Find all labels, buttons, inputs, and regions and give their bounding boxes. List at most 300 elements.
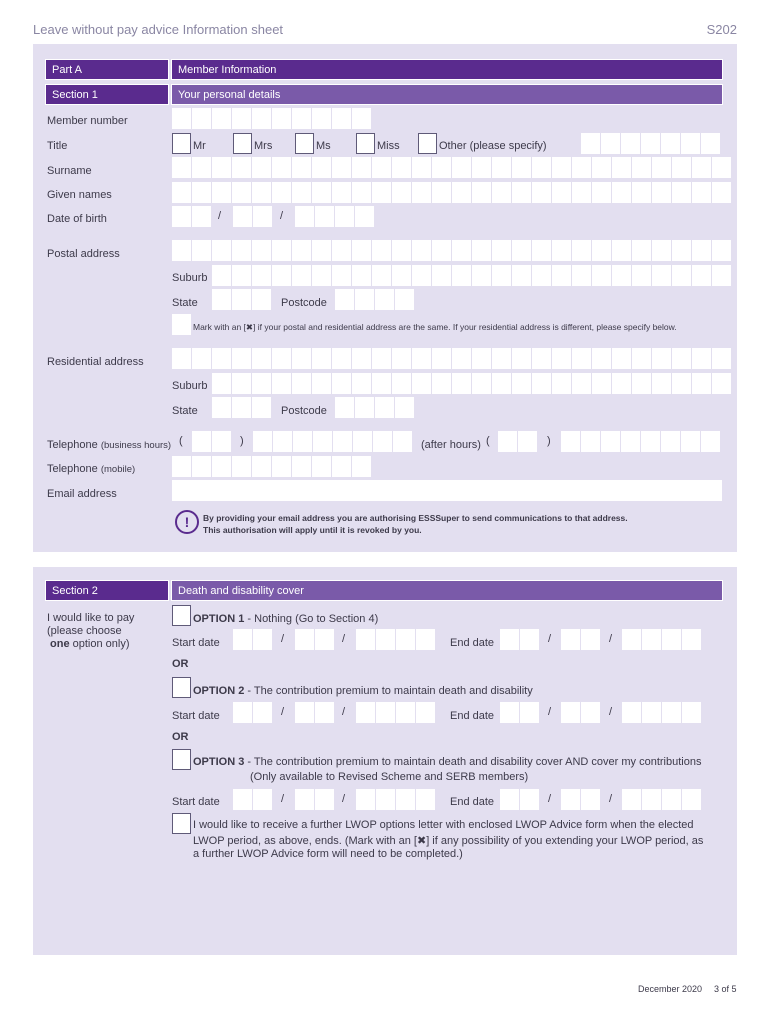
tel-business-area-field[interactable] (192, 431, 231, 452)
residential-address-field[interactable] (172, 348, 731, 369)
input-cell[interactable] (253, 702, 272, 723)
input-cell[interactable] (272, 157, 291, 178)
input-cell[interactable] (612, 157, 631, 178)
input-cell[interactable] (372, 348, 391, 369)
input-cell[interactable] (352, 240, 371, 261)
input-cell[interactable] (392, 157, 411, 178)
option1-end-year-field[interactable] (622, 629, 701, 650)
input-cell[interactable] (432, 348, 451, 369)
option2-end-day-field[interactable] (500, 702, 539, 723)
input-cell[interactable] (212, 265, 231, 286)
input-cell[interactable] (652, 373, 671, 394)
input-cell[interactable] (432, 240, 451, 261)
input-cell[interactable] (662, 789, 681, 810)
option2-start-year-field[interactable] (356, 702, 435, 723)
input-cell[interactable] (192, 182, 211, 203)
input-cell[interactable] (412, 182, 431, 203)
input-cell[interactable] (712, 348, 731, 369)
option2-end-month-field[interactable] (561, 702, 600, 723)
input-cell[interactable] (392, 240, 411, 261)
input-cell[interactable] (561, 789, 580, 810)
input-cell[interactable] (492, 348, 511, 369)
tel-after-number-field[interactable] (561, 431, 720, 452)
input-cell[interactable] (335, 289, 354, 310)
input-cell[interactable] (701, 133, 720, 154)
input-cell[interactable] (692, 157, 711, 178)
input-cell[interactable] (552, 182, 571, 203)
input-cell[interactable] (355, 289, 374, 310)
title-miss-checkbox[interactable] (356, 133, 375, 154)
input-cell[interactable] (552, 157, 571, 178)
input-cell[interactable] (452, 373, 471, 394)
input-cell[interactable] (292, 240, 311, 261)
input-cell[interactable] (672, 348, 691, 369)
input-cell[interactable] (372, 157, 391, 178)
input-cell[interactable] (712, 373, 731, 394)
input-cell[interactable] (472, 373, 491, 394)
input-cell[interactable] (295, 789, 314, 810)
dob-day-field[interactable] (172, 206, 211, 227)
input-cell[interactable] (416, 629, 435, 650)
input-cell[interactable] (212, 240, 231, 261)
input-cell[interactable] (352, 348, 371, 369)
input-cell[interactable] (601, 133, 620, 154)
input-cell[interactable] (492, 182, 511, 203)
input-cell[interactable] (592, 265, 611, 286)
residential-state-field[interactable] (212, 397, 271, 418)
input-cell[interactable] (372, 182, 391, 203)
input-cell[interactable] (332, 157, 351, 178)
input-cell[interactable] (232, 182, 251, 203)
option2-start-day-field[interactable] (233, 702, 272, 723)
input-cell[interactable] (332, 456, 351, 477)
input-cell[interactable] (292, 373, 311, 394)
option2-checkbox[interactable] (172, 677, 191, 698)
input-cell[interactable] (332, 265, 351, 286)
input-cell[interactable] (233, 206, 252, 227)
input-cell[interactable] (396, 702, 415, 723)
input-cell[interactable] (293, 431, 312, 452)
input-cell[interactable] (295, 702, 314, 723)
input-cell[interactable] (232, 348, 251, 369)
input-cell[interactable] (376, 629, 395, 650)
input-cell[interactable] (581, 431, 600, 452)
input-cell[interactable] (432, 157, 451, 178)
input-cell[interactable] (393, 431, 412, 452)
input-cell[interactable] (641, 431, 660, 452)
input-cell[interactable] (520, 702, 539, 723)
input-cell[interactable] (352, 373, 371, 394)
input-cell[interactable] (172, 182, 191, 203)
input-cell[interactable] (295, 629, 314, 650)
postal-suburb-field[interactable] (212, 265, 731, 286)
input-cell[interactable] (452, 240, 471, 261)
tel-business-number-field[interactable] (253, 431, 412, 452)
input-cell[interactable] (552, 348, 571, 369)
input-cell[interactable] (552, 373, 571, 394)
input-cell[interactable] (641, 133, 660, 154)
input-cell[interactable] (312, 456, 331, 477)
input-cell[interactable] (472, 348, 491, 369)
input-cell[interactable] (662, 629, 681, 650)
title-other-field[interactable] (581, 133, 720, 154)
input-cell[interactable] (500, 629, 519, 650)
input-cell[interactable] (292, 182, 311, 203)
further-letter-checkbox[interactable] (172, 813, 191, 834)
input-cell[interactable] (612, 240, 631, 261)
input-cell[interactable] (532, 265, 551, 286)
input-cell[interactable] (312, 157, 331, 178)
option3-end-day-field[interactable] (500, 789, 539, 810)
tel-after-area-field[interactable] (498, 431, 537, 452)
input-cell[interactable] (292, 157, 311, 178)
input-cell[interactable] (352, 108, 371, 129)
input-cell[interactable] (396, 789, 415, 810)
input-cell[interactable] (492, 265, 511, 286)
input-cell[interactable] (661, 431, 680, 452)
input-cell[interactable] (253, 629, 272, 650)
input-cell[interactable] (692, 182, 711, 203)
option2-start-month-field[interactable] (295, 702, 334, 723)
input-cell[interactable] (512, 157, 531, 178)
input-cell[interactable] (272, 240, 291, 261)
input-cell[interactable] (672, 265, 691, 286)
input-cell[interactable] (252, 240, 271, 261)
input-cell[interactable] (712, 157, 731, 178)
input-cell[interactable] (712, 265, 731, 286)
input-cell[interactable] (642, 629, 661, 650)
input-cell[interactable] (498, 431, 517, 452)
input-cell[interactable] (252, 456, 271, 477)
input-cell[interactable] (332, 182, 351, 203)
input-cell[interactable] (561, 702, 580, 723)
input-cell[interactable] (356, 702, 375, 723)
input-cell[interactable] (572, 157, 591, 178)
input-cell[interactable] (601, 431, 620, 452)
input-cell[interactable] (192, 431, 211, 452)
input-cell[interactable] (682, 789, 701, 810)
input-cell[interactable] (592, 157, 611, 178)
input-cell[interactable] (692, 348, 711, 369)
input-cell[interactable] (212, 456, 231, 477)
input-cell[interactable] (352, 265, 371, 286)
dob-month-field[interactable] (233, 206, 272, 227)
input-cell[interactable] (652, 348, 671, 369)
input-cell[interactable] (662, 702, 681, 723)
option1-start-year-field[interactable] (356, 629, 435, 650)
input-cell[interactable] (612, 265, 631, 286)
input-cell[interactable] (192, 157, 211, 178)
input-cell[interactable] (192, 240, 211, 261)
input-cell[interactable] (518, 431, 537, 452)
input-cell[interactable] (172, 456, 191, 477)
input-cell[interactable] (312, 108, 331, 129)
input-cell[interactable] (253, 206, 272, 227)
option1-end-month-field[interactable] (561, 629, 600, 650)
input-cell[interactable] (232, 265, 251, 286)
input-cell[interactable] (396, 629, 415, 650)
input-cell[interactable] (532, 240, 551, 261)
input-cell[interactable] (272, 456, 291, 477)
input-cell[interactable] (632, 157, 651, 178)
input-cell[interactable] (192, 108, 211, 129)
input-cell[interactable] (392, 348, 411, 369)
input-cell[interactable] (212, 108, 231, 129)
input-cell[interactable] (692, 373, 711, 394)
option3-start-month-field[interactable] (295, 789, 334, 810)
input-cell[interactable] (672, 240, 691, 261)
input-cell[interactable] (332, 348, 351, 369)
input-cell[interactable] (172, 206, 191, 227)
postal-postcode-field[interactable] (335, 289, 414, 310)
input-cell[interactable] (412, 157, 431, 178)
input-cell[interactable] (273, 431, 292, 452)
input-cell[interactable] (232, 397, 251, 418)
option3-start-day-field[interactable] (233, 789, 272, 810)
input-cell[interactable] (315, 206, 334, 227)
input-cell[interactable] (272, 108, 291, 129)
input-cell[interactable] (621, 133, 640, 154)
input-cell[interactable] (212, 182, 231, 203)
input-cell[interactable] (352, 157, 371, 178)
input-cell[interactable] (212, 289, 231, 310)
input-cell[interactable] (512, 373, 531, 394)
input-cell[interactable] (232, 456, 251, 477)
input-cell[interactable] (335, 206, 354, 227)
input-cell[interactable] (500, 702, 519, 723)
input-cell[interactable] (532, 348, 551, 369)
input-cell[interactable] (172, 348, 191, 369)
input-cell[interactable] (212, 373, 231, 394)
input-cell[interactable] (252, 157, 271, 178)
input-cell[interactable] (312, 348, 331, 369)
input-cell[interactable] (432, 373, 451, 394)
input-cell[interactable] (212, 157, 231, 178)
input-cell[interactable] (581, 133, 600, 154)
dob-year-field[interactable] (295, 206, 374, 227)
input-cell[interactable] (572, 182, 591, 203)
input-cell[interactable] (622, 702, 641, 723)
input-cell[interactable] (672, 182, 691, 203)
input-cell[interactable] (392, 265, 411, 286)
option3-start-year-field[interactable] (356, 789, 435, 810)
input-cell[interactable] (672, 373, 691, 394)
input-cell[interactable] (192, 206, 211, 227)
input-cell[interactable] (632, 373, 651, 394)
input-cell[interactable] (592, 240, 611, 261)
input-cell[interactable] (472, 240, 491, 261)
input-cell[interactable] (472, 157, 491, 178)
input-cell[interactable] (692, 240, 711, 261)
input-cell[interactable] (313, 431, 332, 452)
input-cell[interactable] (592, 373, 611, 394)
input-cell[interactable] (682, 629, 701, 650)
input-cell[interactable] (315, 629, 334, 650)
input-cell[interactable] (632, 182, 651, 203)
title-other-checkbox[interactable] (418, 133, 437, 154)
input-cell[interactable] (592, 348, 611, 369)
input-cell[interactable] (233, 789, 252, 810)
input-cell[interactable] (392, 373, 411, 394)
input-cell[interactable] (332, 373, 351, 394)
input-cell[interactable] (512, 265, 531, 286)
option1-checkbox[interactable] (172, 605, 191, 626)
title-mrs-checkbox[interactable] (233, 133, 252, 154)
input-cell[interactable] (272, 348, 291, 369)
surname-field[interactable] (172, 157, 731, 178)
input-cell[interactable] (212, 431, 231, 452)
input-cell[interactable] (352, 182, 371, 203)
input-cell[interactable] (612, 348, 631, 369)
input-cell[interactable] (292, 456, 311, 477)
input-cell[interactable] (512, 182, 531, 203)
input-cell[interactable] (416, 789, 435, 810)
input-cell[interactable] (372, 240, 391, 261)
same-address-checkbox[interactable] (172, 314, 191, 335)
input-cell[interactable] (372, 373, 391, 394)
option2-end-year-field[interactable] (622, 702, 701, 723)
input-cell[interactable] (232, 240, 251, 261)
input-cell[interactable] (652, 157, 671, 178)
input-cell[interactable] (315, 789, 334, 810)
input-cell[interactable] (492, 240, 511, 261)
input-cell[interactable] (661, 133, 680, 154)
input-cell[interactable] (632, 348, 651, 369)
input-cell[interactable] (622, 629, 641, 650)
input-cell[interactable] (532, 182, 551, 203)
input-cell[interactable] (412, 240, 431, 261)
input-cell[interactable] (252, 182, 271, 203)
input-cell[interactable] (233, 629, 252, 650)
input-cell[interactable] (252, 397, 271, 418)
input-cell[interactable] (561, 629, 580, 650)
input-cell[interactable] (295, 206, 314, 227)
input-cell[interactable] (632, 240, 651, 261)
input-cell[interactable] (232, 157, 251, 178)
input-cell[interactable] (652, 265, 671, 286)
residential-postcode-field[interactable] (335, 397, 414, 418)
option1-start-month-field[interactable] (295, 629, 334, 650)
email-field[interactable] (172, 480, 722, 501)
input-cell[interactable] (332, 108, 351, 129)
input-cell[interactable] (192, 456, 211, 477)
input-cell[interactable] (292, 348, 311, 369)
input-cell[interactable] (395, 397, 414, 418)
input-cell[interactable] (581, 629, 600, 650)
input-cell[interactable] (312, 240, 331, 261)
input-cell[interactable] (532, 157, 551, 178)
input-cell[interactable] (492, 373, 511, 394)
input-cell[interactable] (172, 108, 191, 129)
input-cell[interactable] (500, 789, 519, 810)
input-cell[interactable] (212, 348, 231, 369)
input-cell[interactable] (356, 789, 375, 810)
input-cell[interactable] (572, 240, 591, 261)
option3-end-year-field[interactable] (622, 789, 701, 810)
input-cell[interactable] (642, 789, 661, 810)
input-cell[interactable] (712, 182, 731, 203)
input-cell[interactable] (432, 182, 451, 203)
input-cell[interactable] (452, 265, 471, 286)
input-cell[interactable] (172, 314, 191, 335)
option3-end-month-field[interactable] (561, 789, 600, 810)
input-cell[interactable] (353, 431, 372, 452)
input-cell[interactable] (452, 157, 471, 178)
given-names-field[interactable] (172, 182, 731, 203)
input-cell[interactable] (252, 373, 271, 394)
input-cell[interactable] (232, 289, 251, 310)
input-cell[interactable] (395, 289, 414, 310)
input-cell[interactable] (621, 431, 640, 452)
tel-mobile-field[interactable] (172, 456, 371, 477)
option1-end-day-field[interactable] (500, 629, 539, 650)
input-cell[interactable] (412, 265, 431, 286)
input-cell[interactable] (252, 108, 271, 129)
input-cell[interactable] (232, 373, 251, 394)
option1-start-day-field[interactable] (233, 629, 272, 650)
input-cell[interactable] (172, 157, 191, 178)
input-cell[interactable] (472, 182, 491, 203)
input-cell[interactable] (532, 373, 551, 394)
input-cell[interactable] (572, 265, 591, 286)
input-cell[interactable] (452, 182, 471, 203)
residential-suburb-field[interactable] (212, 373, 731, 394)
input-cell[interactable] (552, 265, 571, 286)
input-cell[interactable] (701, 431, 720, 452)
input-cell[interactable] (272, 373, 291, 394)
input-cell[interactable] (373, 431, 392, 452)
input-cell[interactable] (253, 431, 272, 452)
input-cell[interactable] (520, 789, 539, 810)
input-cell[interactable] (192, 348, 211, 369)
input-cell[interactable] (272, 265, 291, 286)
input-cell[interactable] (312, 373, 331, 394)
input-cell[interactable] (252, 265, 271, 286)
input-cell[interactable] (682, 702, 701, 723)
input-cell[interactable] (312, 265, 331, 286)
input-cell[interactable] (412, 373, 431, 394)
input-cell[interactable] (681, 431, 700, 452)
input-cell[interactable] (252, 289, 271, 310)
input-cell[interactable] (212, 397, 231, 418)
input-cell[interactable] (232, 108, 251, 129)
input-cell[interactable] (652, 182, 671, 203)
input-cell[interactable] (581, 789, 600, 810)
input-cell[interactable] (581, 702, 600, 723)
input-cell[interactable] (622, 789, 641, 810)
input-cell[interactable] (416, 702, 435, 723)
input-cell[interactable] (252, 348, 271, 369)
input-cell[interactable] (376, 702, 395, 723)
input-cell[interactable] (233, 702, 252, 723)
input-cell[interactable] (312, 182, 331, 203)
input-cell[interactable] (356, 629, 375, 650)
input-cell[interactable] (632, 265, 651, 286)
postal-state-field[interactable] (212, 289, 271, 310)
input-cell[interactable] (372, 265, 391, 286)
input-cell[interactable] (572, 373, 591, 394)
input-cell[interactable] (452, 348, 471, 369)
option3-checkbox[interactable] (172, 749, 191, 770)
input-cell[interactable] (642, 702, 661, 723)
input-cell[interactable] (292, 265, 311, 286)
title-ms-checkbox[interactable] (295, 133, 314, 154)
input-cell[interactable] (612, 373, 631, 394)
input-cell[interactable] (412, 348, 431, 369)
input-cell[interactable] (672, 157, 691, 178)
input-cell[interactable] (392, 182, 411, 203)
input-cell[interactable] (332, 240, 351, 261)
